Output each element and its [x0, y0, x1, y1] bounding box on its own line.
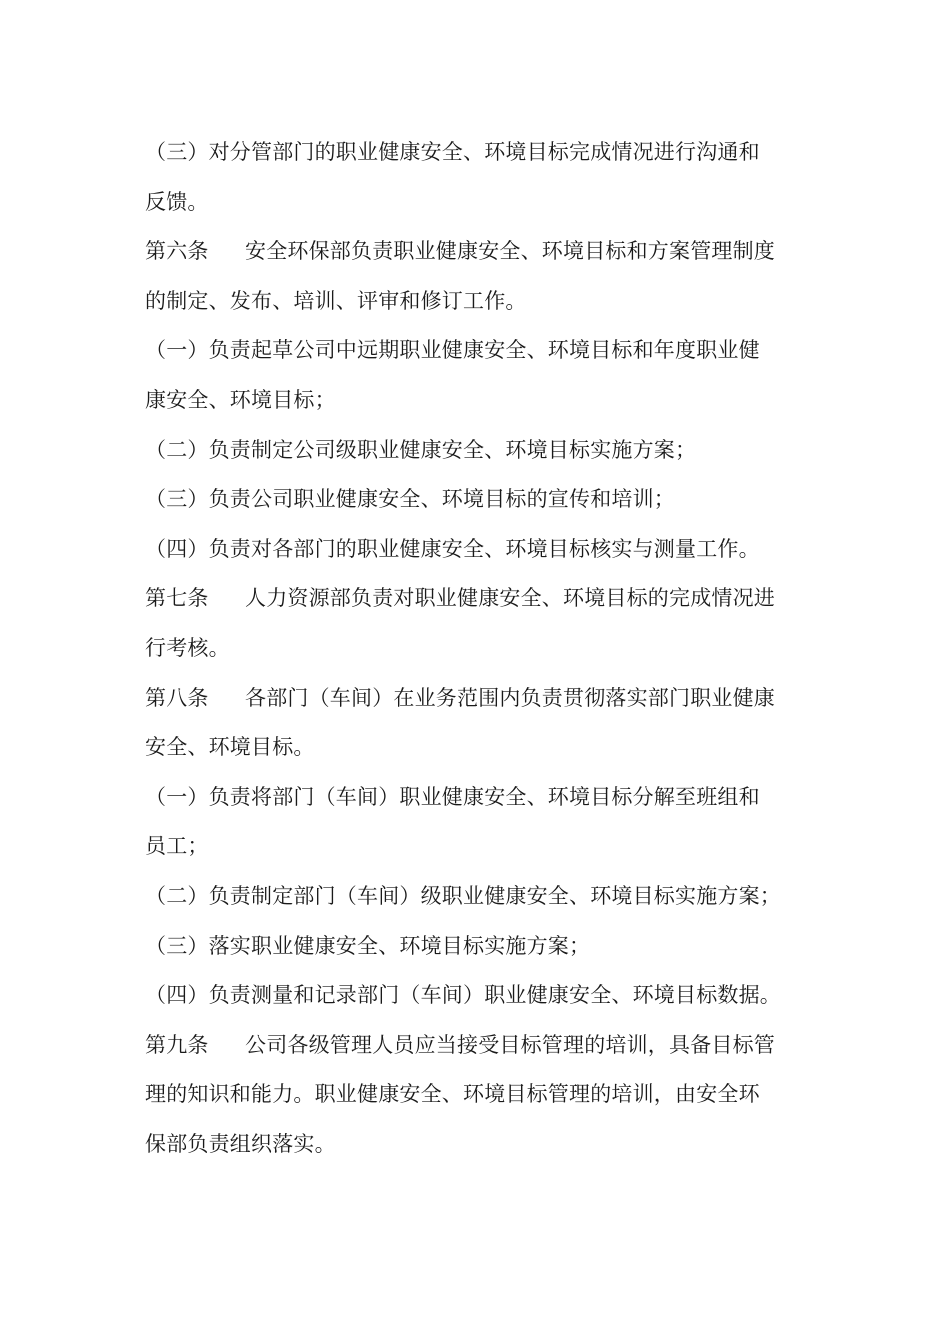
line-text: 安全、环境目标。 [145, 735, 315, 760]
article-line [145, 1021, 815, 1071]
text-line [145, 1070, 815, 1120]
line-text: （四）负责对各部门的职业健康安全、环境目标核实与测量工作。 [145, 536, 760, 561]
line-text: 各部门（车间）在业务范围内负责贯彻落实部门职业健康 [245, 685, 775, 710]
line-text: 保部负责组织落实。 [145, 1131, 336, 1156]
text-line [145, 277, 815, 327]
text-line [145, 1120, 815, 1170]
text-line [145, 178, 815, 228]
line-text: （三）对分管部门的职业健康安全、环境目标完成情况进行沟通和 [145, 140, 760, 164]
article-number: 第九条 [145, 1032, 209, 1057]
line-text: 反馈。 [145, 189, 209, 214]
article-line [145, 674, 815, 724]
article-line [145, 574, 815, 624]
line-text: 公司各级管理人员应当接受目标管理的培训，具备目标管 [245, 1032, 775, 1057]
text-line [145, 426, 815, 476]
text-line [145, 822, 815, 872]
article-number: 第七条 [145, 586, 209, 611]
line-text: （三）负责公司职业健康安全、环境目标的宣传和培训； [145, 487, 675, 512]
line-text: 康安全、环境目标； [145, 387, 336, 412]
text-line [145, 773, 815, 823]
text-line [145, 326, 815, 376]
text-line [145, 723, 815, 773]
article-number: 第八条 [145, 685, 209, 710]
article-number: 第六条 [145, 239, 209, 264]
text-line [145, 872, 815, 922]
line-text: （一）负责将部门（车间）职业健康安全、环境目标分解至班组和 [145, 784, 760, 809]
text-line [145, 128, 815, 178]
text-line [145, 475, 815, 525]
line-text: （四）负责测量和记录部门（车间）职业健康安全、环境目标数据。 [145, 983, 781, 1008]
text-line [145, 624, 815, 674]
text-line [145, 971, 815, 1021]
article-line [145, 227, 815, 277]
line-text: （二）负责制定部门（车间）级职业健康安全、环境目标实施方案； [145, 883, 781, 908]
line-text: 理的知识和能力。职业健康安全、环境目标管理的培训，由安全环 [145, 1082, 760, 1107]
line-text: （二）负责制定公司级职业健康安全、环境目标实施方案； [145, 437, 697, 462]
line-text: 的制定、发布、培训、评审和修订工作。 [145, 288, 527, 313]
line-text: 员工； [145, 834, 209, 859]
line-text: 行考核。 [145, 635, 230, 660]
line-text: 人力资源部负责对职业健康安全、环境目标的完成情况进 [245, 586, 775, 611]
line-text: （三）落实职业健康安全、环境目标实施方案； [145, 933, 591, 958]
line-text: 安全环保部负责职业健康安全、环境目标和方案管理制度 [245, 239, 775, 264]
text-line [145, 922, 815, 972]
line-text: （一）负责起草公司中远期职业健康安全、环境目标和年度职业健 [145, 338, 760, 363]
text-line [145, 525, 815, 575]
document-body [145, 128, 815, 1169]
text-line [145, 376, 815, 426]
